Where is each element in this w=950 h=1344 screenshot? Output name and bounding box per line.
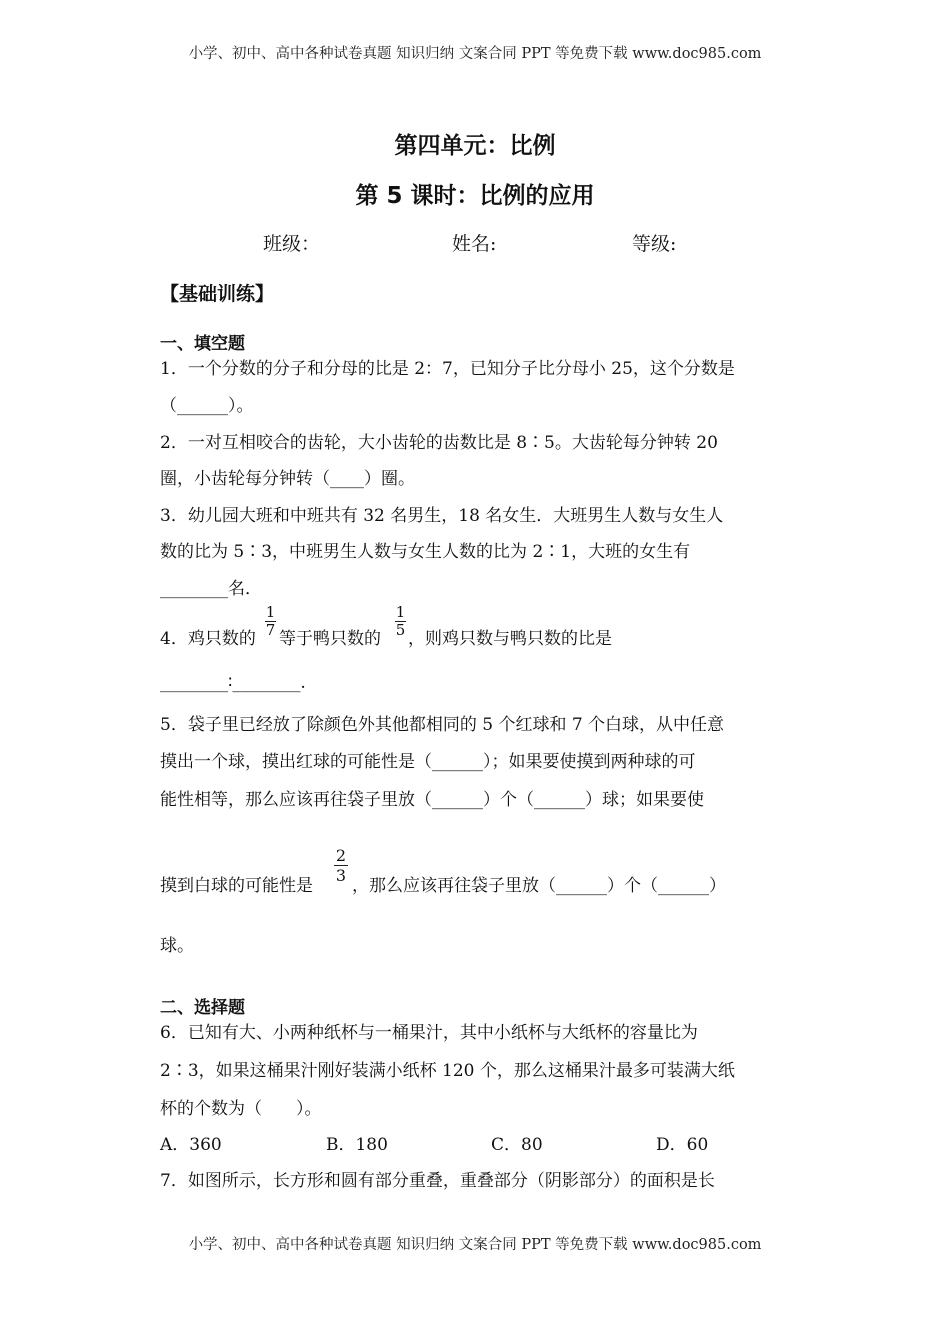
section-fill-blank: 一、填空题 — [160, 334, 245, 354]
q5-line3: 能性相等，那么应该再往袋子里放（______）个（______）球；如果要使 — [160, 790, 704, 810]
q6-line3: 杯的个数为（ ）。 — [160, 1099, 322, 1119]
q3-line2: 数的比为 5∶3，中班男生人数与女生人数的比为 2∶1，大班的女生有 — [160, 542, 691, 562]
q4-line1-a: 4．鸡只数的 — [160, 629, 256, 649]
q7-line1: 7．如图所示，长方形和圆有部分重叠，重叠部分（阴影部分）的面积是长 — [160, 1171, 715, 1191]
class-label: 班级： — [263, 233, 321, 255]
q4-line2: ________∶________. — [160, 673, 306, 693]
name-label: 姓名: — [452, 233, 497, 255]
q6-option-c: C．80 — [491, 1135, 543, 1155]
section-multiple-choice: 二、选择题 — [160, 998, 245, 1018]
q4-frac1-numerator: 1 — [265, 603, 276, 621]
q4-fraction-one-seventh — [265, 605, 276, 638]
q4-line1-b: 等于鸭只数的 — [279, 629, 381, 649]
q1-line1: 1．一个分数的分子和分母的比是 2：7，已知分子比分母小 25，这个分数是 — [160, 359, 735, 379]
q6-option-d: D．60 — [656, 1135, 709, 1155]
page-header: 小学、初中、高中各种试卷真题 知识归纳 文案合同 PPT 等免费下载 www.doc985.com — [188, 46, 762, 62]
q4-frac2-numerator: 1 — [395, 603, 406, 621]
q5-line1: 5．袋子里已经放了除颜色外其他都相同的 5 个红球和 7 个白球，从中任意 — [160, 715, 725, 735]
q4-line1-c: ，则鸡只数与鸭只数的比是 — [408, 629, 612, 649]
q4-frac2-denominator: 5 — [395, 621, 406, 639]
q4-fraction-one-fifth — [395, 605, 406, 638]
q6-line1: 6．已知有大、小两种纸杯与一桶果汁，其中小纸杯与大纸杯的容量比为 — [160, 1023, 698, 1043]
q5-frac-denominator: 3 — [335, 866, 347, 885]
page-footer: 小学、初中、高中各种试卷真题 知识归纳 文案合同 PPT 等免费下载 www.doc985.com — [188, 1237, 762, 1253]
q5-line2: 摸出一个球，摸出红球的可能性是（______）；如果要使摸到两种球的可 — [160, 752, 696, 772]
section-basic-training: 【基础训练】 — [160, 283, 275, 305]
q5-fraction-two-thirds — [334, 847, 348, 884]
unit-title: 第四单元：比例 — [394, 133, 556, 159]
q6-option-a: A．360 — [160, 1135, 222, 1155]
q3-line3: ________名． — [160, 579, 262, 599]
q3-line1: 3．幼儿园大班和中班共有 32 名男生，18 名女生．大班男生人数与女生人 — [160, 506, 724, 526]
q4-frac1-denominator: 7 — [265, 621, 276, 639]
q5-line4-b: ，那么应该再往袋子里放（______）个（______） — [352, 876, 726, 896]
lesson-title: 第 5 课时：比例的应用 — [355, 183, 595, 209]
q6-line2: 2∶3，如果这桶果汁刚好装满小纸杯 120 个，那么这桶果汁最多可装满大纸 — [160, 1061, 735, 1081]
q6-option-b: B．180 — [326, 1135, 388, 1155]
q5-line5: 球。 — [160, 936, 194, 956]
q5-frac-numerator: 2 — [335, 846, 347, 865]
q2-line2: 圈，小齿轮每分钟转（____）圈。 — [160, 469, 415, 489]
q2-line1: 2．一对互相咬合的齿轮，大小齿轮的齿数比是 8∶5。大齿轮每分钟转 20 — [160, 433, 718, 453]
grade-label: 等级: — [632, 233, 677, 255]
q5-line4-a: 摸到白球的可能性是 — [160, 876, 313, 896]
q1-line2: （______）。 — [160, 396, 254, 416]
